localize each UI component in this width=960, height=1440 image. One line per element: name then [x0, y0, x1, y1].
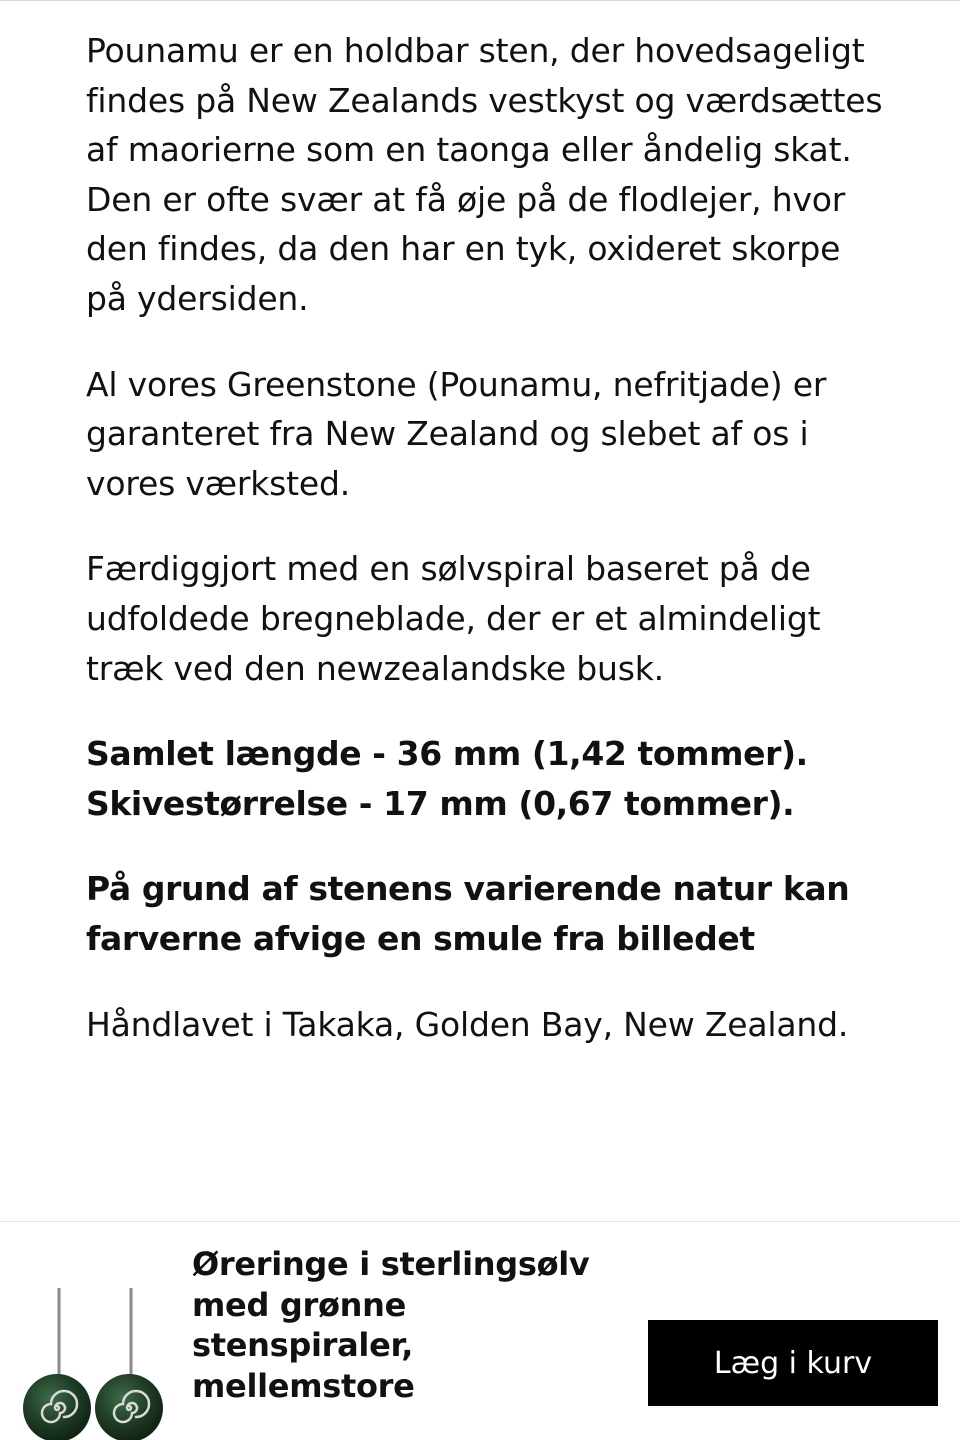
- origin-note: Håndlavet i Takaka, Golden Bay, New Zealand.: [86, 1004, 849, 1044]
- top-divider: [0, 0, 960, 1]
- description-paragraph: Al vores Greenstone (Pounamu, nefritjade) er garanteret fra New Zealand og slebet af os i vores værksted.: [86, 364, 827, 503]
- add-to-cart-button[interactable]: Læg i kurv: [648, 1320, 938, 1406]
- description-paragraph: Færdiggjort med en sølvspiral baseret på de udfoldede bregneblade, der er et almindeligt træk ved den newzealandske busk.: [86, 549, 821, 688]
- description-paragraph: Pounamu er en holdbar sten, der hovedsageligt findes på New Zealands vestkyst og værdsættes af maorierne som en taonga eller åndelig skat. Den er ofte svær at få øje på de flodlejer, hvor den findes, da den har en tyk, oxideret skorpe på ydersiden.: [86, 31, 883, 318]
- sticky-add-to-cart-bar: [0, 1221, 960, 1440]
- length-spec: Samlet længde - 36 mm (1,42 tommer).: [86, 734, 808, 774]
- earrings-thumbnail-icon: [20, 1288, 170, 1440]
- product-thumbnail: [20, 1288, 170, 1440]
- color-note: På grund af stenens varierende natur kan farverne afvige en smule fra billedet: [86, 869, 850, 958]
- product-description: [86, 26, 886, 1049]
- product-title: Øreringe i sterlingsølv med grønne stenspiraler, mellemstore: [192, 1245, 590, 1405]
- disc-spec: Skivestørrelse - 17 mm (0,67 tommer).: [86, 783, 795, 823]
- dimensions-spec: [86, 729, 886, 828]
